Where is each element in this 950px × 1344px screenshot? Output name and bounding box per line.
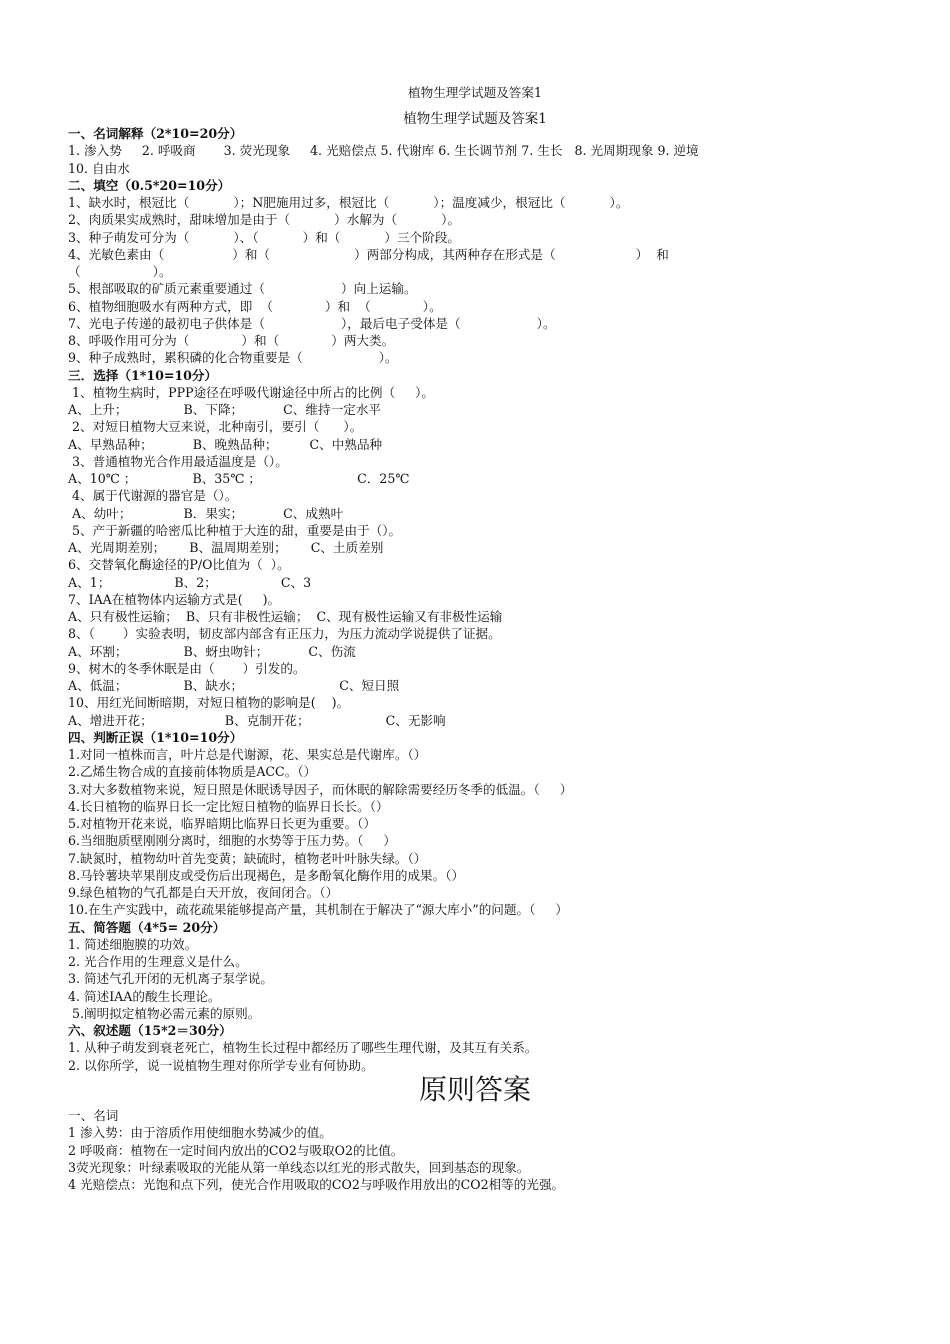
section-line: 3、普通植物光合作用最适温度是（）。	[68, 453, 288, 469]
answer-line: 1 渗入势：由于溶质作用使细胞水势减少的值。	[68, 1125, 332, 1141]
section-line: 5.阐明拟定植物必需元素的原则。	[68, 1005, 261, 1021]
section-line: 2、肉质果实成熟时，甜味增加是由于（ ）水解为（ ）。	[68, 212, 461, 228]
section-line: A、低温； B、缺水； C、短日照	[68, 678, 400, 693]
section-line: 5、产于新疆的哈密瓜比种植于大连的甜，重要是由于（）。	[68, 522, 402, 538]
section-line: A、增进开花； B、克制开花； C、无影响	[68, 712, 446, 728]
section-line: 8.马铃薯块苹果削皮或受伤后出现褐色，是多酚氧化酶作用的成果。（）	[68, 867, 465, 883]
section-line: 9、种子成熟时，累积磷的化合物重要是（ ）。	[68, 350, 398, 366]
section-line: 1、缺水时，根冠比（ ）；N肥施用过多，根冠比（ ）；温度减少，根冠比（ ）。	[68, 195, 629, 210]
section-line: A、10℃ ； B、35℃ ； C．25℃	[68, 471, 410, 486]
section-line: 1.对同一植株而言，叶片总是代谢源，花、果实总是代谢库。（）	[68, 747, 427, 762]
answer-line: 2 呼吸商：植物在一定时间内放出的CO2与吸取O2的比值。	[68, 1142, 404, 1158]
section-line: 8、呼吸作用可分为（ ）和（ ）两大类。	[68, 333, 395, 348]
section-line: A、环割； B、蚜虫吻针； C、伤流	[68, 643, 356, 659]
section-line: A、只有极性运输； B、只有非极性运输； C、现有极性运输又有非极性运输	[68, 609, 503, 624]
section-line: A、上升； B、下降； C、维持一定水平	[68, 402, 381, 417]
section-line: 9、树木的冬季休眠是由（ ）引发的。	[68, 660, 306, 676]
section-line: 8、（ ）实验表明，韧皮部内部含有正压力，为压力流动学说提供了证据。	[68, 626, 501, 642]
section-line: 6、植物细胞吸水有两种方式，即 （ ）和 （ ）。	[68, 298, 442, 314]
section-heading: 三．选择（1*10=10分）	[68, 367, 218, 383]
answer-title: 原则答案	[418, 1073, 531, 1106]
section-line: 5.对植物开花来说，临界暗期比临界日长更为重要。（）	[68, 816, 376, 831]
section-line: 3、种子萌发可分为（ ）、（ ）和（ ）三个阶段。	[68, 229, 460, 245]
answer-line: 4 光赔偿点：光饱和点下列，使光合作用吸取的CO2与呼吸作用放出的CO2相等的光强。	[68, 1177, 565, 1193]
section-line: 10.在生产实践中，疏花疏果能够提高产量，其机制在于解决了“源大库小”的问题。（ ）	[68, 902, 568, 918]
section-line: 3. 简述气孔开闭的无机离子泵学说。	[68, 971, 273, 987]
section-line: 6、交替氧化酶途径的P/O比值为（ ）。	[68, 557, 290, 573]
section-line: 2. 光合作用的生理意义是什么。	[68, 954, 248, 969]
section-line: 7、IAA在植物体内运输方式是( )。	[68, 591, 281, 607]
section-line: 10、用红光间断暗期，对短日植物的影响是( )。	[68, 695, 350, 711]
section-heading: 二、填空（0.5*20=10分）	[68, 177, 231, 193]
section-heading: 六、叙述题（15*2＝30分）	[68, 1023, 232, 1038]
doc-header-title: 植物生理学试题及答案1	[408, 85, 542, 100]
section-line: A、光周期差别； B、温周期差别； C、土质差别	[68, 540, 384, 555]
section-line: A、1； B、2； C、3	[68, 574, 312, 590]
section-line: 1. 渗入势 2. 呼吸商 3. 荧光现象 4. 光赔偿点 5. 代谢库 6. 生长调节剂 7. 生长 8. 光周期现象 9. 逆境	[68, 143, 699, 159]
section-line: 1、植物生病时，PPP途径在呼吸代谢途径中所占的比例（ ）。	[68, 384, 434, 400]
section-line: 6.当细胞质壁刚刚分离时，细胞的水势等于压力势。（ ）	[68, 833, 396, 849]
section-heading: 一、名词解释（2*10=20分）	[68, 126, 243, 141]
section-line: 2、对短日植物大豆来说，北种南引，要引（ ）。	[68, 419, 363, 435]
section-line: A、幼叶； B．果实； C、成熟叶	[68, 505, 344, 521]
section-line: 2.乙烯生物合成的直接前体物质是ACC。（）	[68, 764, 317, 780]
section-line: A、早熟品种； B、晚熟品种； C、中熟品种	[68, 436, 383, 452]
section-heading: 五、简答题（4*5= 20分）	[68, 919, 226, 935]
section-line: （ ）。	[68, 264, 172, 279]
answer-line: 3荧光现象：叶绿素吸取的光能从第一单线态以红光的形式散失，回到基态的现象。	[68, 1159, 530, 1175]
section-line: 1. 从种子萌发到衰老死亡，植物生长过程中都经历了哪些生理代谢，及其互有关系。	[68, 1040, 538, 1056]
section-line: 10. 自由水	[68, 160, 130, 176]
section-line: 7.缺氮时，植物幼叶首先变黄；缺硫时，植物老叶叶脉失绿。（）	[68, 850, 427, 866]
section-line: 1. 简述细胞膜的功效。	[68, 936, 198, 952]
doc-title: 植物生理学试题及答案1	[403, 111, 547, 127]
section-line: 7、光电子传递的最初电子供体是（ ），最后电子受体是（ ）。	[68, 315, 556, 331]
section-line: 2. 以你所学，说一说植物生理对你所学专业有何协助。	[68, 1057, 374, 1073]
answer-line: 一、名词	[68, 1108, 119, 1123]
section-heading: 四、判断正误（1*10=10分）	[68, 729, 243, 745]
section-line: 4. 简述IAA的酸生长理论。	[68, 988, 221, 1004]
section-line: 4、属于代谢源的器官是（）。	[68, 488, 238, 504]
section-line: 3.对大多数植物来说，短日照是休眠诱导因子，而休眠的解除需要经历冬季的低温。（ ）	[68, 781, 573, 797]
section-line: 4、光敏色素由（ ）和（ ）两部分构成，其两种存在形式是（ ） 和	[68, 246, 669, 262]
section-line: 4.长日植物的临界日长一定比短日植物的临界日长长。（）	[68, 798, 389, 814]
section-line: 5、根部吸取的矿质元素重要通过（ ）向上运输。	[68, 281, 417, 297]
section-line: 9.绿色植物的气孔都是白天开放，夜间闭合。（）	[68, 885, 339, 900]
